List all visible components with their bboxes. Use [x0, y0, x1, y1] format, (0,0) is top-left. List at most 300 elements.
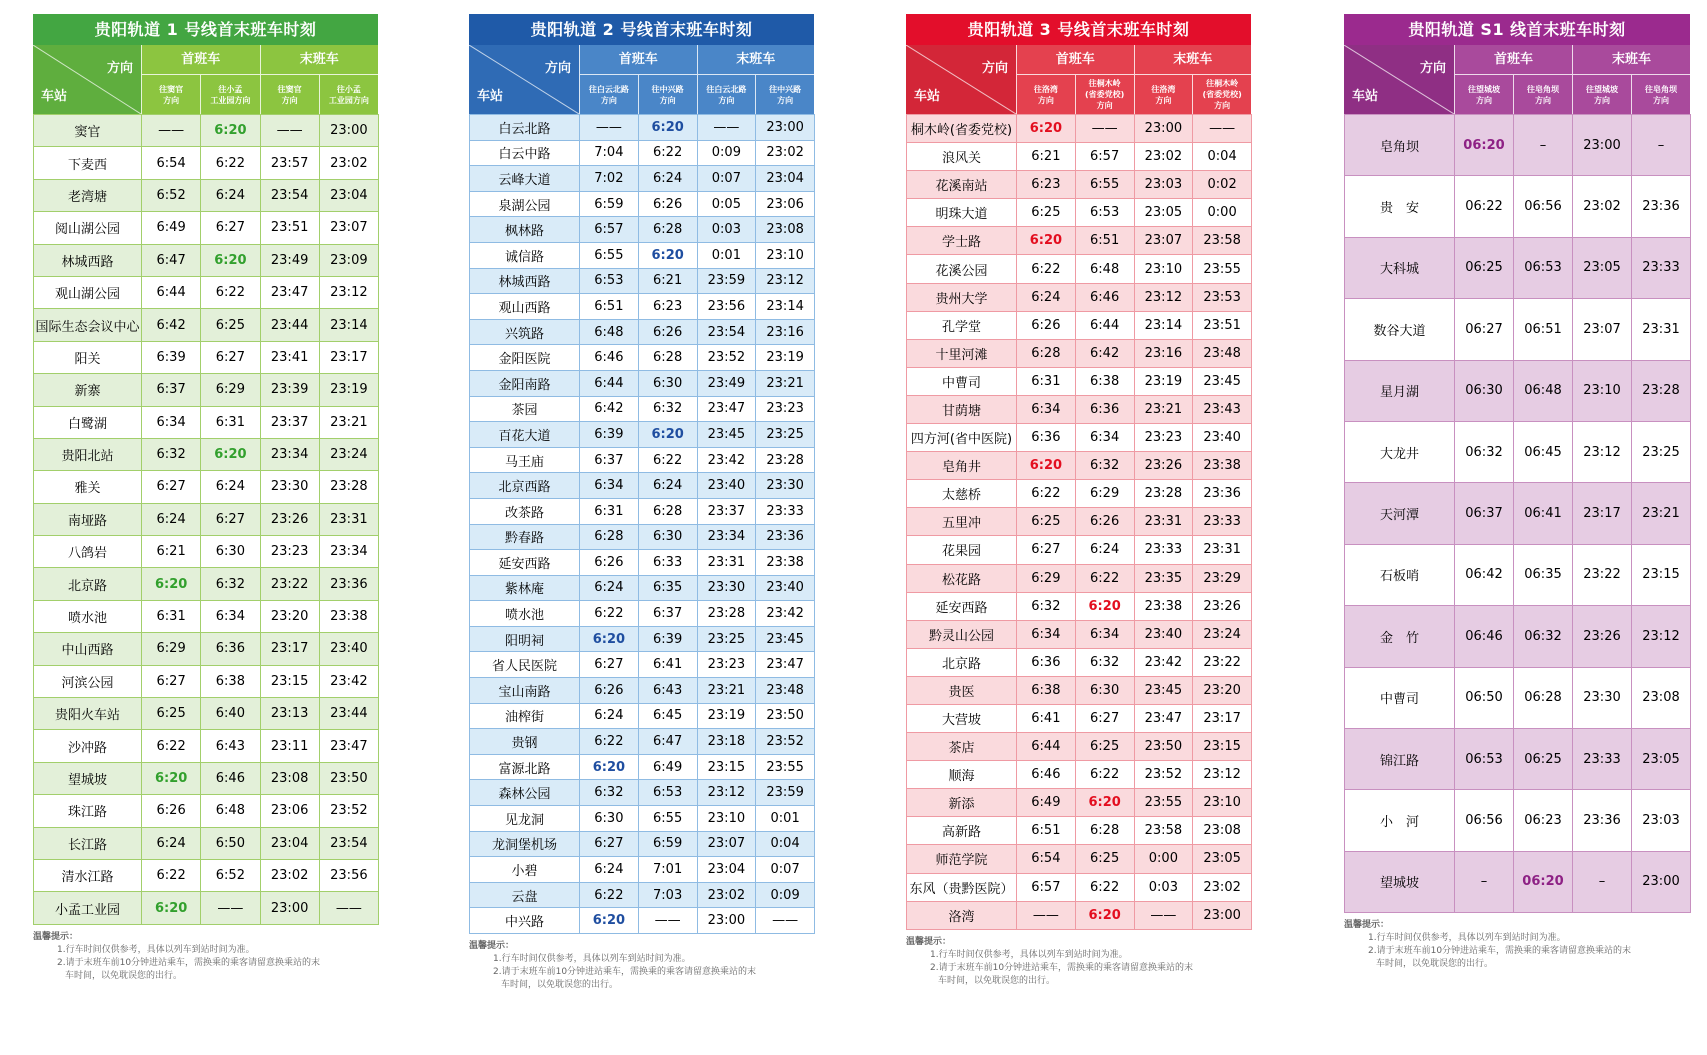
- notes: [906, 936, 1251, 988]
- time-cell: 6:20: [580, 908, 639, 934]
- time-cell: 6:34: [580, 473, 639, 499]
- time-cell: 23:30: [697, 575, 756, 601]
- timetable: [1344, 114, 1691, 913]
- table-row: [34, 212, 379, 244]
- time-cell: 23:38: [319, 600, 378, 632]
- table-row: [470, 754, 815, 780]
- station-name: 富源北路: [470, 754, 580, 780]
- time-cell: 6:46: [580, 345, 639, 371]
- time-cell: 6:44: [1017, 733, 1076, 761]
- time-cell: 6:59: [638, 831, 697, 857]
- time-cell: 23:04: [260, 827, 319, 859]
- time-cell: 06:28: [1514, 667, 1573, 728]
- table-row: [34, 730, 379, 762]
- station-name: 延安西路: [470, 550, 580, 576]
- time-cell: 7:02: [580, 166, 639, 192]
- time-cell: 23:12: [697, 780, 756, 806]
- time-cell: 6:41: [1017, 704, 1076, 732]
- table-row: [907, 367, 1252, 395]
- time-cell: 6:34: [142, 406, 201, 438]
- time-cell: 23:07: [1134, 227, 1193, 255]
- time-cell: 23:42: [319, 665, 378, 697]
- time-cell: 6:32: [201, 568, 260, 600]
- note-item: 2.请于末班车前10分钟进站乘车，需换乘的乘客请留意换乘站的末: [930, 962, 1194, 973]
- last-train-header: 末班车: [260, 45, 379, 75]
- time-cell: 6:55: [580, 242, 639, 268]
- time-cell: 6:47: [638, 729, 697, 755]
- time-cell: 6:22: [1017, 480, 1076, 508]
- time-cell: 06:22: [1455, 176, 1514, 237]
- time-cell: 23:06: [756, 191, 815, 217]
- time-cell: 6:28: [1017, 339, 1076, 367]
- time-cell: 0:09: [697, 140, 756, 166]
- time-cell: 06:46: [1455, 606, 1514, 667]
- station-name: 黔灵山公园: [907, 620, 1017, 648]
- table-row: [470, 601, 815, 627]
- station-name: 松花路: [907, 564, 1017, 592]
- time-cell: 23:20: [1193, 676, 1252, 704]
- time-cell: 6:34: [1075, 620, 1134, 648]
- time-cell: 6:32: [580, 780, 639, 806]
- time-cell: 23:17: [260, 633, 319, 665]
- station-name: 孔学堂: [907, 311, 1017, 339]
- station-name: 林城西路: [34, 244, 142, 276]
- time-cell: 6:51: [1017, 817, 1076, 845]
- time-cell: 23:53: [1193, 283, 1252, 311]
- station-name: 高新路: [907, 817, 1017, 845]
- time-cell: 23:34: [319, 536, 378, 568]
- station-name: 小孟工业园: [34, 892, 142, 924]
- station-name: 洛湾: [907, 901, 1017, 929]
- time-cell: 6:20: [142, 568, 201, 600]
- time-cell: 23:18: [697, 729, 756, 755]
- table-row: [470, 370, 815, 396]
- station-name: 省人民医院: [470, 652, 580, 678]
- table-row: [907, 620, 1252, 648]
- time-cell: 6:52: [201, 859, 260, 891]
- table-header: [469, 45, 814, 114]
- station-name: 泉湖公园: [470, 191, 580, 217]
- time-cell: 0:02: [1193, 171, 1252, 199]
- table-row: [34, 633, 379, 665]
- time-cell: 6:20: [580, 754, 639, 780]
- table-row: [34, 438, 379, 470]
- table-row: [470, 729, 815, 755]
- time-cell: 6:28: [638, 345, 697, 371]
- time-cell: 23:13: [260, 698, 319, 730]
- line-title: 贵阳轨道 1 号线首末班车时刻: [33, 14, 378, 45]
- table-row: [907, 536, 1252, 564]
- time-cell: 6:44: [1075, 311, 1134, 339]
- note-item: 1.行车时间仅供参考，具体以列车到站时间为准。: [1368, 933, 1566, 944]
- time-cell: 06:23: [1514, 790, 1573, 851]
- last-train-header: 末班车: [697, 45, 815, 75]
- time-cell: 23:36: [756, 524, 815, 550]
- time-cell: 6:36: [1075, 395, 1134, 423]
- table-row: [907, 817, 1252, 845]
- time-cell: 23:07: [697, 831, 756, 857]
- time-cell: 23:38: [756, 550, 815, 576]
- direction-subheader: 往小孟 工业园方向: [319, 75, 378, 114]
- station-name: 数谷大道: [1345, 299, 1455, 360]
- time-cell: 23:26: [260, 503, 319, 535]
- table-row: [34, 341, 379, 373]
- station-name: 皂角坝: [1345, 115, 1455, 176]
- first-train-header: 首班车: [579, 45, 697, 75]
- note-item: 1.行车时间仅供参考，具体以列车到站时间为准。: [930, 949, 1128, 960]
- time-cell: 6:45: [638, 703, 697, 729]
- table-row: [470, 575, 815, 601]
- station-name: 太慈桥: [907, 480, 1017, 508]
- time-cell: 6:20: [638, 422, 697, 448]
- time-cell: 23:55: [756, 754, 815, 780]
- table-row: [470, 191, 815, 217]
- table-row: [34, 762, 379, 794]
- table-row: [470, 524, 815, 550]
- time-cell: 23:00: [260, 892, 319, 924]
- table-row: [34, 568, 379, 600]
- time-cell: 6:26: [1017, 311, 1076, 339]
- table-row: [1345, 115, 1691, 176]
- time-cell: 06:32: [1455, 421, 1514, 482]
- table-row: [907, 115, 1252, 143]
- table-row: [907, 143, 1252, 171]
- table-row: [34, 665, 379, 697]
- time-cell: 23:02: [697, 882, 756, 908]
- table-row: [34, 309, 379, 341]
- time-cell: 6:46: [1075, 283, 1134, 311]
- time-cell: 23:28: [319, 471, 378, 503]
- station-name: 珠江路: [34, 795, 142, 827]
- time-cell: 23:34: [260, 438, 319, 470]
- time-cell: 6:32: [1075, 452, 1134, 480]
- time-cell: 6:42: [142, 309, 201, 341]
- table-row: [1345, 237, 1691, 298]
- time-cell: 23:02: [1193, 873, 1252, 901]
- table-header: [33, 45, 378, 114]
- table-row: [907, 452, 1252, 480]
- time-cell: 6:27: [142, 471, 201, 503]
- time-cell: 23:49: [260, 244, 319, 276]
- time-cell: 6:53: [580, 268, 639, 294]
- table-row: [34, 698, 379, 730]
- time-cell: 23:07: [319, 212, 378, 244]
- station-name: 雅关: [34, 471, 142, 503]
- station-name: 紫林庵: [470, 575, 580, 601]
- direction-subheader: 往洛湾 方向: [1016, 75, 1075, 114]
- station-name: 白云北路: [470, 115, 580, 141]
- time-cell: 23:19: [1134, 367, 1193, 395]
- time-cell: 6:46: [1017, 761, 1076, 789]
- table-header: [1344, 45, 1690, 114]
- time-cell: 06:50: [1455, 667, 1514, 728]
- last-train-header: 末班车: [1572, 45, 1690, 75]
- table-row: [34, 471, 379, 503]
- time-cell: 6:47: [142, 244, 201, 276]
- time-cell: 23:15: [1193, 733, 1252, 761]
- table-row: [907, 789, 1252, 817]
- time-cell: 6:53: [1075, 199, 1134, 227]
- time-cell: 23:30: [756, 473, 815, 499]
- table-row: [907, 704, 1252, 732]
- time-cell: 6:28: [1075, 817, 1134, 845]
- station-name: 中曹司: [1345, 667, 1455, 728]
- notes-heading: 温馨提示：: [906, 936, 952, 947]
- note-item: 车时间，以免耽误您的出行。: [938, 975, 1056, 986]
- time-cell: 23:25: [756, 422, 815, 448]
- table-row: [907, 283, 1252, 311]
- table-row: [470, 908, 815, 934]
- time-cell: 23:00: [697, 908, 756, 934]
- time-cell: 6:25: [1075, 733, 1134, 761]
- table-row: [470, 831, 815, 857]
- station-name: 茶园: [470, 396, 580, 422]
- time-cell: 6:28: [638, 217, 697, 243]
- time-cell: 6:26: [580, 678, 639, 704]
- time-cell: 6:30: [1075, 676, 1134, 704]
- station-name: 金 竹: [1345, 606, 1455, 667]
- time-cell: 6:26: [638, 319, 697, 345]
- line-title: 贵阳轨道 2 号线首末班车时刻: [469, 14, 814, 45]
- header-diagonal-cell: [1344, 45, 1454, 114]
- line-title: 贵阳轨道 3 号线首末班车时刻: [906, 14, 1251, 45]
- time-cell: –: [1514, 115, 1573, 176]
- time-cell: 6:51: [580, 294, 639, 320]
- table-row: [34, 795, 379, 827]
- time-cell: 23:35: [1134, 564, 1193, 592]
- time-cell: 6:25: [201, 309, 260, 341]
- table-row: [470, 422, 815, 448]
- time-cell: 23:36: [1573, 790, 1632, 851]
- table-row: [34, 374, 379, 406]
- time-cell: 6:55: [1075, 171, 1134, 199]
- line1-panel: [33, 14, 378, 983]
- time-cell: 6:27: [201, 341, 260, 373]
- time-cell: 6:21: [638, 268, 697, 294]
- time-cell: 23:17: [319, 341, 378, 373]
- station-name: 白鹭湖: [34, 406, 142, 438]
- time-cell: –: [1573, 851, 1632, 912]
- time-cell: 6:40: [201, 698, 260, 730]
- time-cell: 23:33: [1193, 508, 1252, 536]
- time-cell: 23:28: [756, 447, 815, 473]
- station-name: 宝山南路: [470, 678, 580, 704]
- time-cell: 23:06: [260, 795, 319, 827]
- time-cell: 6:38: [201, 665, 260, 697]
- lineS1-panel: [1344, 14, 1690, 971]
- station-name: 小 河: [1345, 790, 1455, 851]
- table-row: [907, 480, 1252, 508]
- time-cell: 23:59: [697, 268, 756, 294]
- time-cell: 23:52: [1134, 761, 1193, 789]
- time-cell: 6:24: [638, 166, 697, 192]
- table-row: [34, 179, 379, 211]
- direction-subheader: 往窦官 方向: [141, 75, 200, 114]
- time-cell: –: [1632, 115, 1691, 176]
- time-cell: 23:11: [260, 730, 319, 762]
- time-cell: 23:22: [1573, 544, 1632, 605]
- timetable: [906, 114, 1252, 930]
- time-cell: 23:30: [260, 471, 319, 503]
- time-cell: 23:36: [1632, 176, 1691, 237]
- time-cell: 23:25: [1632, 421, 1691, 482]
- station-name: 阅山湖公园: [34, 212, 142, 244]
- table-row: [470, 115, 815, 141]
- time-cell: 23:04: [756, 166, 815, 192]
- station-name: 沙冲路: [34, 730, 142, 762]
- time-cell: 23:47: [756, 652, 815, 678]
- time-cell: 6:20: [580, 626, 639, 652]
- time-cell: 6:22: [580, 729, 639, 755]
- time-cell: 6:35: [638, 575, 697, 601]
- note-item: 2.请于末班车前10分钟进站乘车，需换乘的乘客请留意换乘站的末: [57, 957, 321, 968]
- station-name: 长江路: [34, 827, 142, 859]
- station-name: 贵医: [907, 676, 1017, 704]
- time-cell: 23:47: [260, 276, 319, 308]
- note-item: 1.行车时间仅供参考，具体以列车到站时间为准。: [493, 954, 691, 964]
- table-row: [470, 806, 815, 832]
- direction-subheader: 往桐木岭 (省委党校) 方向: [1192, 75, 1251, 114]
- table-row: [907, 171, 1252, 199]
- time-cell: 23:33: [756, 498, 815, 524]
- time-cell: 23:17: [1193, 704, 1252, 732]
- notes-heading: 温馨提示：: [1344, 920, 1390, 931]
- time-cell: 23:37: [260, 406, 319, 438]
- time-cell: 23:54: [697, 319, 756, 345]
- time-cell: 6:22: [580, 882, 639, 908]
- time-cell: 23:24: [319, 438, 378, 470]
- time-cell: 0:03: [1134, 873, 1193, 901]
- time-cell: 23:19: [756, 345, 815, 371]
- time-cell: 23:22: [260, 568, 319, 600]
- station-name: 望城坡: [1345, 851, 1455, 912]
- table-row: [1345, 176, 1691, 237]
- station-name: 喷水池: [470, 601, 580, 627]
- table-row: [34, 147, 379, 179]
- station-name: 中兴路: [470, 908, 580, 934]
- table-row: [470, 396, 815, 422]
- time-cell: 23:26: [1193, 592, 1252, 620]
- time-cell: 0:05: [697, 191, 756, 217]
- time-cell: 23:02: [1134, 143, 1193, 171]
- time-cell: 23:28: [1134, 480, 1193, 508]
- time-cell: 6:27: [1075, 704, 1134, 732]
- station-name: 花果园: [907, 536, 1017, 564]
- time-cell: 23:15: [697, 754, 756, 780]
- time-cell: 23:58: [1193, 227, 1252, 255]
- station-name: 桐木岭(省委党校): [907, 115, 1017, 143]
- station-name: 见龙洞: [470, 806, 580, 832]
- time-cell: 23:04: [697, 857, 756, 883]
- station-name: 明珠大道: [907, 199, 1017, 227]
- station-name: 金阳南路: [470, 370, 580, 396]
- time-cell: 23:21: [319, 406, 378, 438]
- time-cell: 6:29: [201, 374, 260, 406]
- station-name: 小碧: [470, 857, 580, 883]
- note-item: 2.请于末班车前10分钟进站乘车，需换乘的乘客请留意换乘站的末: [1368, 946, 1632, 957]
- time-cell: 23:02: [260, 859, 319, 891]
- time-cell: 23:12: [756, 268, 815, 294]
- direction-subheader: 往白云北路 方向: [697, 75, 756, 114]
- time-cell: 6:26: [638, 191, 697, 217]
- time-cell: 6:51: [1075, 227, 1134, 255]
- direction-subheader: 往中兴路 方向: [638, 75, 697, 114]
- time-cell: 6:24: [638, 473, 697, 499]
- time-cell: ——: [1017, 901, 1076, 929]
- time-cell: 23:08: [260, 762, 319, 794]
- time-cell: 06:51: [1514, 299, 1573, 360]
- header-diagonal-cell: [469, 45, 579, 114]
- time-cell: 6:34: [201, 600, 260, 632]
- time-cell: 23:31: [1134, 508, 1193, 536]
- time-cell: 23:31: [697, 550, 756, 576]
- time-cell: 6:26: [580, 550, 639, 576]
- station-label: 车站: [914, 89, 941, 104]
- station-name: 五里冲: [907, 508, 1017, 536]
- time-cell: 23:02: [1573, 176, 1632, 237]
- table-row: [34, 859, 379, 891]
- time-cell: 23:33: [1573, 728, 1632, 789]
- time-cell: 6:20: [1075, 789, 1134, 817]
- time-cell: 6:20: [1075, 901, 1134, 929]
- table-row: [907, 339, 1252, 367]
- time-cell: 6:49: [142, 212, 201, 244]
- time-cell: 06:53: [1455, 728, 1514, 789]
- time-cell: 6:31: [142, 600, 201, 632]
- time-cell: 6:22: [638, 140, 697, 166]
- time-cell: 23:45: [1193, 367, 1252, 395]
- table-row: [470, 780, 815, 806]
- station-name: 中曹司: [907, 367, 1017, 395]
- last-train-header: 末班车: [1134, 45, 1252, 75]
- time-cell: 23:36: [1193, 480, 1252, 508]
- table-row: [1345, 790, 1691, 851]
- time-cell: 23:50: [756, 703, 815, 729]
- station-label: 车站: [477, 89, 504, 104]
- time-cell: 23:21: [697, 678, 756, 704]
- time-cell: 23:07: [1573, 299, 1632, 360]
- table-row: [34, 115, 379, 147]
- station-label: 车站: [41, 89, 68, 104]
- time-cell: 6:22: [142, 730, 201, 762]
- time-cell: 23:47: [697, 396, 756, 422]
- station-name: 改茶路: [470, 498, 580, 524]
- time-cell: 23:48: [756, 678, 815, 704]
- time-cell: 6:28: [638, 498, 697, 524]
- table-row: [907, 733, 1252, 761]
- table-row: [470, 550, 815, 576]
- time-cell: 23:43: [1193, 395, 1252, 423]
- table-row: [470, 345, 815, 371]
- time-cell: 6:32: [1017, 592, 1076, 620]
- time-cell: 23:28: [1632, 360, 1691, 421]
- time-cell: 6:48: [201, 795, 260, 827]
- table-row: [907, 508, 1252, 536]
- station-name: 下麦西: [34, 147, 142, 179]
- time-cell: 23:22: [1193, 648, 1252, 676]
- timetable: [33, 114, 379, 925]
- station-name: 北京路: [907, 648, 1017, 676]
- time-cell: 23:40: [1134, 620, 1193, 648]
- station-name: 北京西路: [470, 473, 580, 499]
- time-cell: 06:20: [1455, 115, 1514, 176]
- time-cell: 6:25: [1017, 508, 1076, 536]
- time-cell: 23:10: [1193, 789, 1252, 817]
- station-name: 延安西路: [907, 592, 1017, 620]
- station-name: 油榨街: [470, 703, 580, 729]
- time-cell: ——: [1134, 901, 1193, 929]
- time-cell: 23:40: [756, 575, 815, 601]
